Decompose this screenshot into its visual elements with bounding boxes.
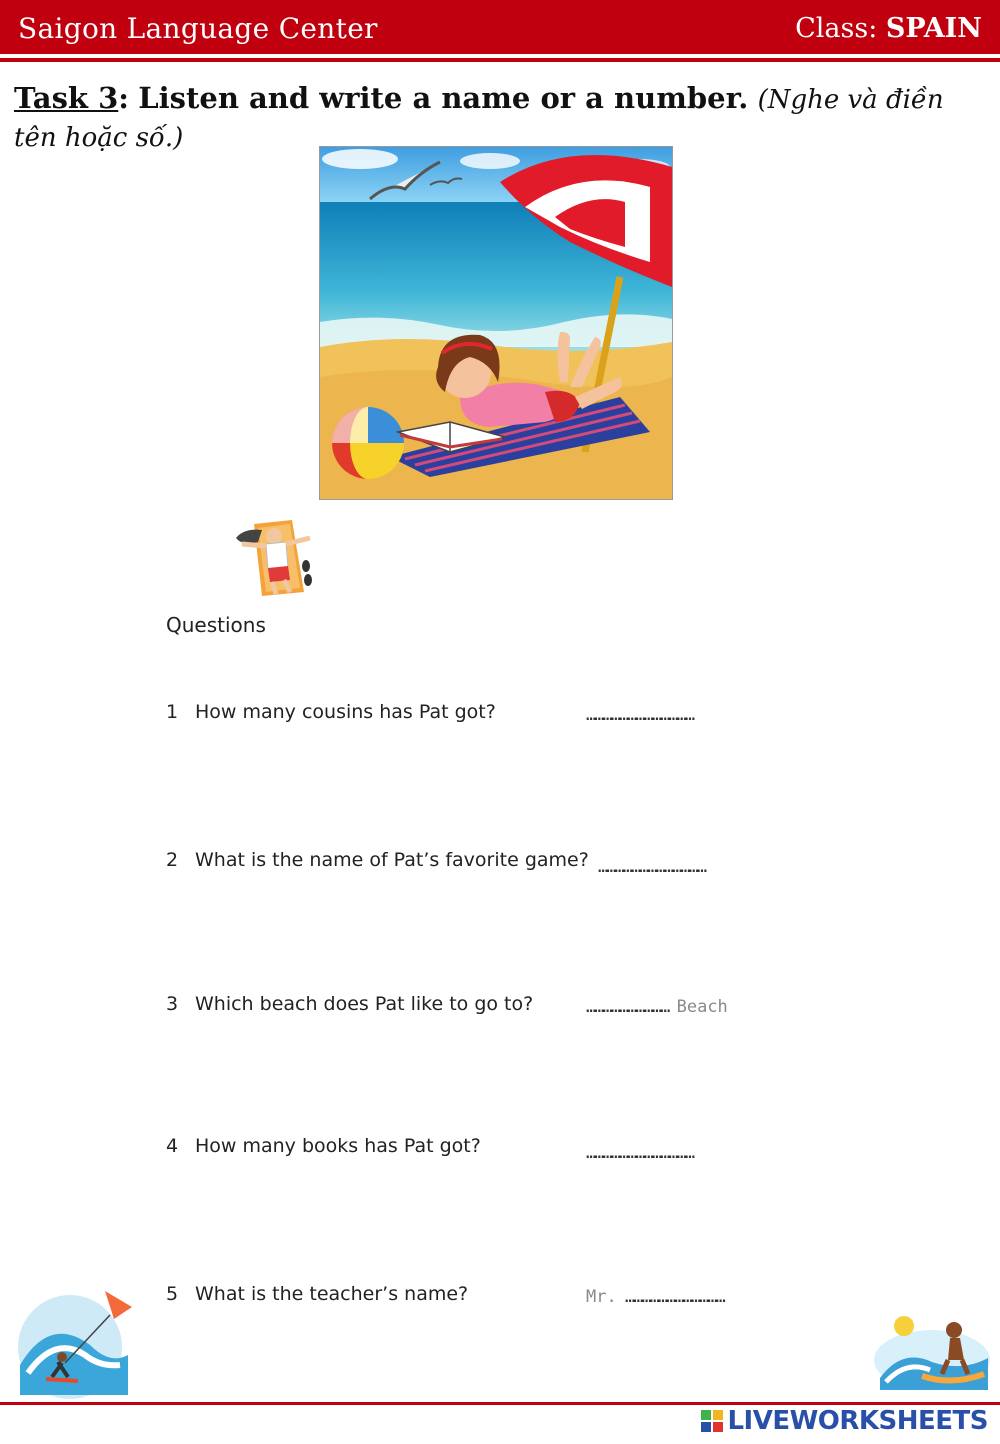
question-number: 5 <box>166 1283 179 1305</box>
class-value: SPAIN <box>885 13 982 44</box>
header-divider <box>0 58 1000 62</box>
class-label: Class: <box>795 13 878 44</box>
answer-hint-mr: Mr. <box>586 1287 617 1307</box>
task-title <box>14 80 974 156</box>
question-text: How many books has Pat got? <box>195 1135 481 1157</box>
answer-line: ………………………… <box>586 997 669 1017</box>
task-label: Task 3 <box>14 81 119 115</box>
answer-field-5[interactable] <box>586 1287 724 1307</box>
beach-girl-reading-image <box>319 146 673 500</box>
sunbather-image <box>232 518 316 598</box>
question-row-2 <box>166 849 866 879</box>
answer-line: ……………………………… <box>624 1287 724 1307</box>
question-text: What is the teacher’s name? <box>195 1283 469 1305</box>
answer-field-1[interactable] <box>586 705 693 725</box>
answer-line: ………………………………… <box>586 1143 694 1163</box>
task-colon: : <box>118 81 130 115</box>
question-row-5 <box>166 1283 866 1313</box>
liveworksheets-logo <box>701 1404 988 1438</box>
answer-line: ………………………………… <box>598 857 706 877</box>
question-row-4 <box>166 1135 866 1165</box>
answer-line: ………………………………… <box>586 705 694 725</box>
answer-field-2[interactable] <box>598 857 705 877</box>
question-number: 4 <box>166 1135 179 1157</box>
logo-grid-icon <box>701 1410 723 1432</box>
question-row-3 <box>166 993 866 1023</box>
surfer-image <box>872 1312 994 1394</box>
question-number: 2 <box>166 849 179 871</box>
question-row-1 <box>166 701 866 731</box>
answer-field-3[interactable] <box>586 997 728 1017</box>
task-translation: (Nghe và điền tên hoặc số.) <box>14 85 944 153</box>
kitesurfer-image <box>10 1285 135 1401</box>
class-info <box>795 13 982 44</box>
question-text: What is the name of Pat’s favorite game? <box>195 849 589 871</box>
question-number: 3 <box>166 993 179 1015</box>
task-instruction: Listen and write a name or a number. <box>138 81 749 115</box>
answer-field-4[interactable] <box>586 1143 693 1163</box>
question-text: Which beach does Pat like to go to? <box>195 993 534 1015</box>
brand-name: LIVEWORKSHEETS <box>727 1406 988 1436</box>
center-name: Saigon Language Center <box>18 12 378 45</box>
answer-hint-beach: Beach <box>676 997 728 1017</box>
question-number: 1 <box>166 701 179 723</box>
questions-heading: Questions <box>166 613 266 637</box>
header-bar <box>0 0 1000 54</box>
question-text: How many cousins has Pat got? <box>195 701 496 723</box>
